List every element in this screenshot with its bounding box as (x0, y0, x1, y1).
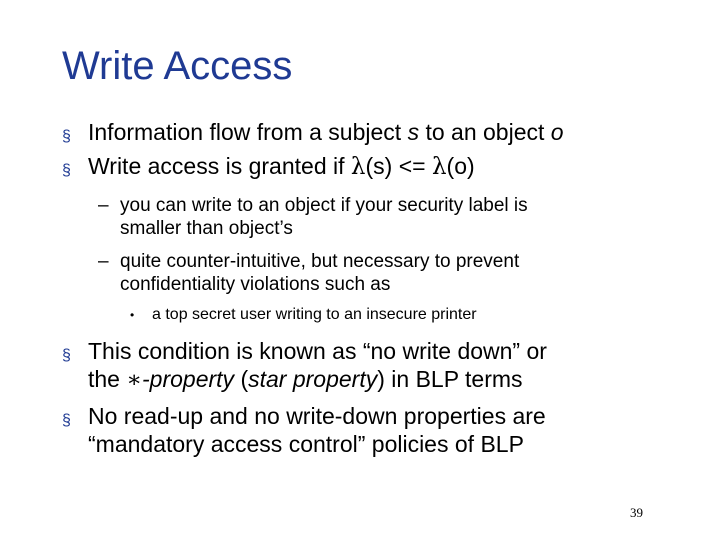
sub-bullet-security-label: – you can write to an object if your security label is smaller than object’s (98, 195, 528, 239)
bullet-write-access: § Write access is granted if λ(s) <= λ(o) (62, 152, 475, 181)
bullet-mandatory-access-control: § No read-up and no write-down properties are “mandatory access control” policies of BLP (62, 403, 546, 457)
sub-sub-bullet-marker: • (130, 308, 135, 322)
sub-bullet-marker: – (98, 251, 109, 272)
sub-bullet-marker: – (98, 195, 109, 216)
bullet-information-flow: § Information flow from a subject s to an object o (62, 118, 564, 146)
bullet-marker: § (62, 347, 71, 364)
bullet-marker: § (62, 412, 71, 429)
bullet-marker: § (62, 128, 71, 145)
bullet-no-write-down: § This condition is known as “no write down” or the ∗-property (star property) in BLP terms (62, 338, 547, 393)
slide-title: Write Access (62, 44, 293, 88)
sub-bullet-counter-intuitive: – quite counter-intuitive, but necessary to prevent confidentiality violations such as (98, 251, 520, 295)
sub-sub-bullet-printer: • a top secret user writing to an insecure printer (130, 306, 477, 323)
page-number: 39 (630, 505, 643, 520)
bullet-marker: § (62, 162, 71, 179)
